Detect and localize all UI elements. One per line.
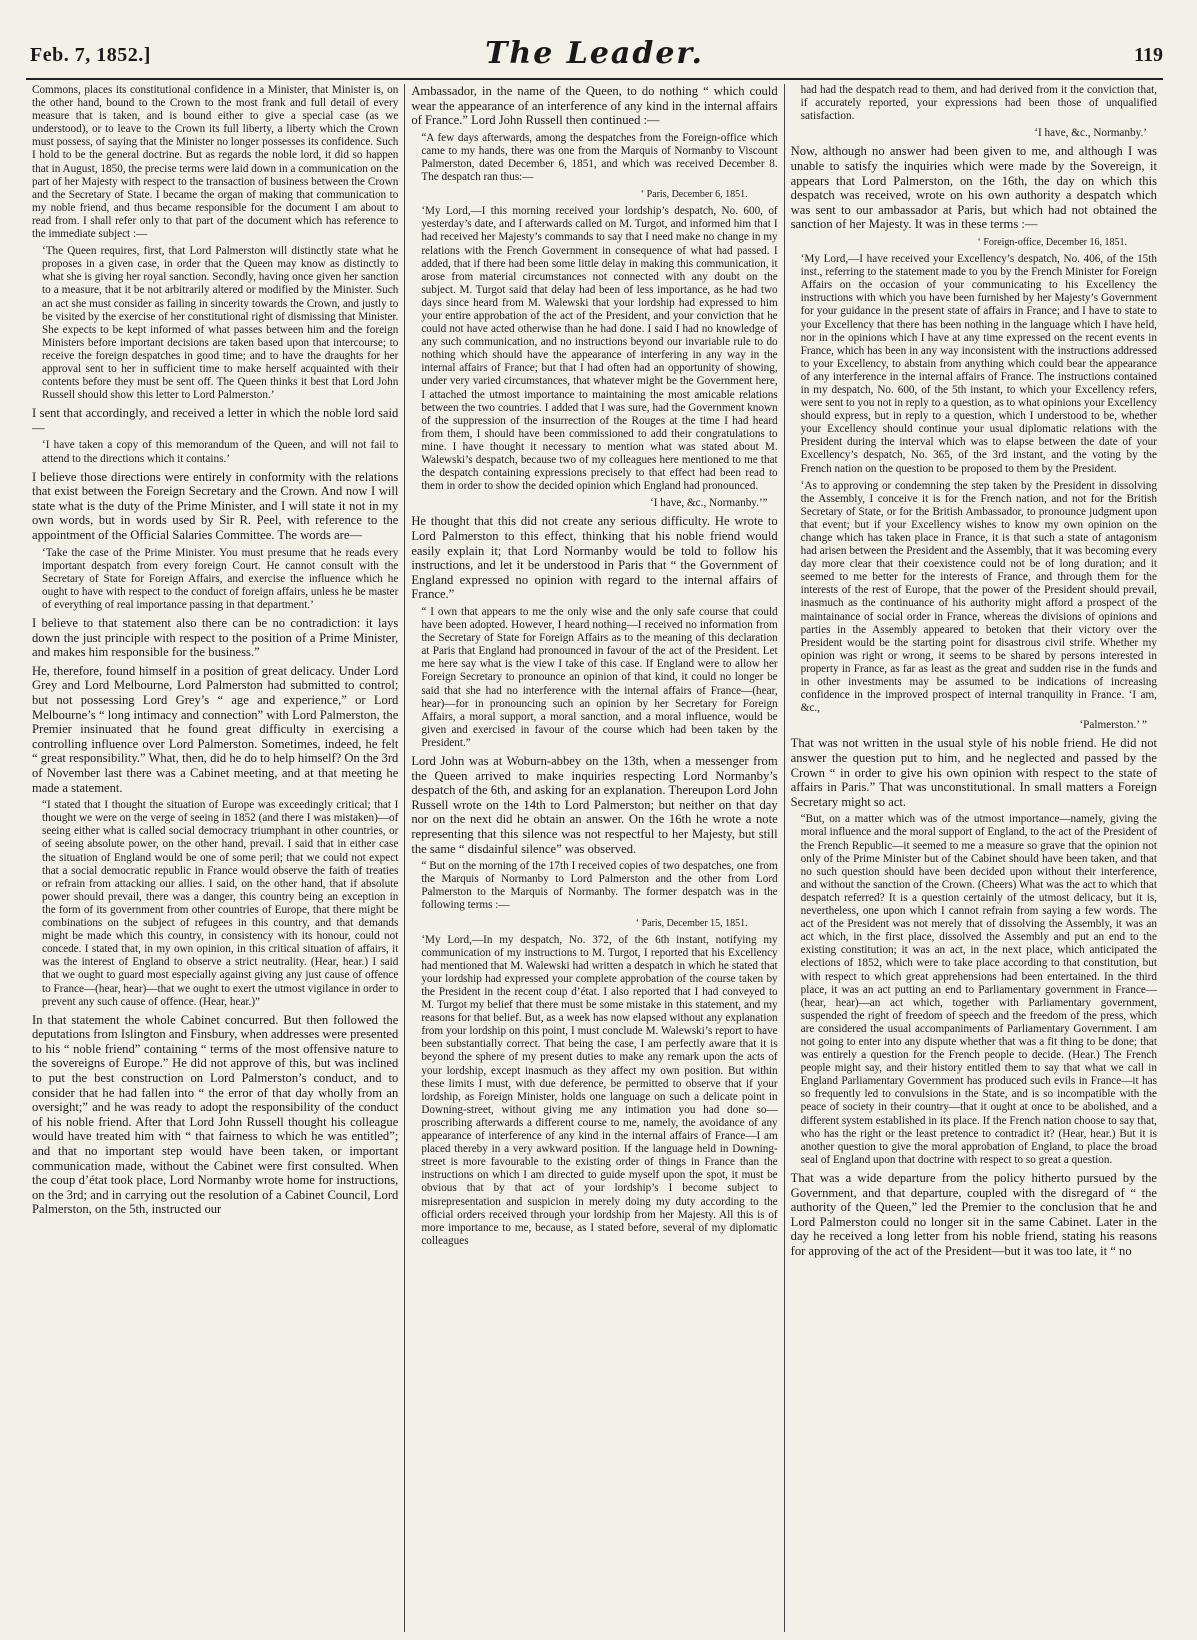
quoted-paragraph: ‘My Lord,—I have received your Excellency’s despatch, No. 406, of the 15th inst., referring to the statement made to you by the French Minister for Foreign Affairs on the occasion of your communicating to his Excellency the instructions with which you have been furnished by her Majesty’s Government for your guidance in the present state of affairs in France; and I have to state to your Excellency that there has been nothing in the language which I have held, nor in the opinions which I have at any time expressed on the recent events in France, which has been in any way inconsistent with the instructions addressed to your Excellency, to abstain from anything which could bear the appearance of any interference in the internal affairs of France. The instructions contained in my despatch, No. 600, of the 5th instant, to which your Excellency refers, were sent to you not in reply to a question, as to what opinions your Excellency should express, but in reply to a question, which I understood to be, whether your Excellency should continue your usual diplomatic relations with the President during the interval which was to elapse between the date of your Excellency’s despatch, No. 365, of the 3rd instant, and the voting by the French nation on the question to be proposed to them by the President. xyxy=(800,253,1157,475)
issue-date: Feb. 7, 1852.] xyxy=(30,44,151,66)
quoted-paragraph: ‘As to approving or condemning the step taken by the President in dissolving the Assembly, I conceive it is for the French nation, and not for the British Secretary of State, or for the British Ambassador, to pronounce judgment upon that event; but if your Excellency wishes to know my own opinion on the change which has taken place in France, it is that such a state of antagonism had arisen between the President and the Assembly, that it was becoming every day more clear that their coexistence could not be of long duration; and it seemed to me better for the interests of France, and through them for the interests of the rest of Europe, that the power of the President should prevail, inasmuch as the continuance of his authority might afford a prospect of the maintainance of social order in France, whereas the divisions of opinions and parties in the Assembly appeared to betoken that their victory over the President would be the starting point for disastrous civil strife. Whether my opinion was right or wrong, it seems to be shared by persons interested in property in France, as far as least as the great and sudden rise in the funds and in other investments may be assumed to be indications of increasing confidence in the improved prospect of internal tranquility in France. ‘I am, &c., xyxy=(800,479,1157,715)
paragraph: That was a wide departure from the policy hitherto pursued by the Government, and that departure, coupled with the disregard of “ the authority of the Queen,” led the Premier to the conclusion that he and Lord Palmerston could no longer sit in the same Cabinet. Later in the day he received a long letter from his noble friend, stating his reasons for approving of the act of the President—but it was too late, it “ no xyxy=(790,1170,1157,1258)
quoted-paragraph: ‘My Lord,—In my despatch, No. 372, of the 6th instant, notifying my communication of my instructions to M. Turgot, I reported that his Excellency had mentioned that M. Walewski had written a despatch in which he stated that your lordship had expressed your complete approbation of the course taken by the President in the recent coup d’état. I also reported that I had conveyed to M. Turgot my belief that there must be some mistake in this statement, and my reasons for that belief. But, as a week has now elapsed without any explanation from your lordship on this point, I must conclude M. Walewski’s report to have been substantially correct. That being the case, I am perfectly aware that it is beyond the sphere of my present duties to make any remark upon the acts of your lordship, except inasmuch as they affect my own position. But within these limits I must, with due deference, be permitted to observe that if your lordship, as Foreign Minister, holds one language on such a delicate point in Downing-street, without giving me any intimation you had done so—proscribing afterwards a different course to me, namely, the avoidance of any appearance of interference of any kind in the internal affairs of France—I am placed thereby in a very awkward position. If the language held in Downing-street is more favourable to the existing order of things in France than the instructions on which I am directed to guide myself upon the spot, it must be obvious that by that act of your lordship’s I become subject to misrepresentation and suspicion in merely doing my duty according to the official orders received through your lordship from her Majesty. All this is of more importance to me, because, as I stated before, several of my diplomatic colleagues xyxy=(421,933,778,1247)
paragraph: I believe to that statement also there can be no contradiction: it lays down the just principle with respect to the position of a Prime Minister, and makes him responsible for the business.” xyxy=(32,616,399,660)
quoted-paragraph: ‘Take the case of the Prime Minister. You must presume that he reads every important despatch from every foreign Court. He cannot consult with the Secretary of State for Foreign Affairs, and exercise the influence which he ought to have with respect to the conduct of foreign affairs, unless he be master of everything of real importance passing in that department.’ xyxy=(42,546,399,611)
masthead-rule xyxy=(26,78,1163,80)
paragraph: Now, although no answer had been given to me, and although I was unable to satisfy the inquiries which were made by the Sovereign, it appears that Lord Palmerston, on the 16th, the day on which this despatch was received, wrote on his own authority a despatch which was sent to our ambassador at Paris, but which had not obtained the sanction of her Majesty. It was in these terms :— xyxy=(790,144,1157,232)
quoted-paragraph: “A few days afterwards, among the despatches from the Foreign-office which came to my hands, there was one from the Marquis of Normanby to Viscount Palmerston, dated December 6, 1851, and which was received December 8. The despatch ran thus:— xyxy=(421,131,778,184)
paragraph: He, therefore, found himself in a position of great delicacy. Under Lord Grey and Lord Melbourne, Lord Palmerston had submitted to control; but not possessing Lord Grey’s “ age and experience,” or Lord Melbourne’s “ long intimacy and connection” with Lord Palmerston, the Premier insinuated that he found great difficulty in exercising a controlling influence over Lord Palmerston. Sometimes, indeed, he felt “ great responsibility.” What, then, did he do to help himself? On the 3rd of November last there was a Cabinet meeting, and at that meeting he made a statement. xyxy=(32,663,399,795)
paragraph: In that statement the whole Cabinet concurred. But then followed the deputations from Islington and Finsbury, when addresses were presented to his “ noble friend” containing “ terms of the most offensive nature to the sovereigns of Europe.” He did not approve of this, but was inclined to put the best construction on Lord Palmerston’s conduct, and to consider that he had fallen into “ the error of that day wholly from an oversight;” and he was ready to adopt the responsibility of the conduct of his noble friend. After that Lord John Russell thought his colleague would have treated him with “ that fairness to which he was entitled”; and that no important step would have been taken, or important communication made, without the Cabinet were first consulted. When the coup d’état took place, Lord Normanby wrote home for instructions, on the 3rd; and in carrying out the resolution of a Cabinet Council, Lord Palmerston, on the 5th, instructed our xyxy=(32,1012,399,1217)
column-3 xyxy=(784,84,1163,1632)
paragraph: Ambassador, in the name of the Queen, to do nothing “ which could wear the appearance of an interference of any kind in the internal affairs of France.” Lord John Russell then continued :— xyxy=(411,84,778,128)
quoted-paragraph: had had the despatch read to them, and had derived from it the conviction that, if accurately reported, your expressions had been those of unqualified satisfaction. xyxy=(800,84,1157,123)
masthead xyxy=(26,0,1163,76)
paragraph: He thought that this did not create any serious difficulty. He wrote to Lord Palmerston to this effect, thinking that his noble friend would easily explain it; that Lord Normanby would be told to follow his instructions, and let it be understood in Paris that “ the Government of England expressed no opinion with regard to the internal affairs of France.” xyxy=(411,514,778,602)
quoted-paragraph: ‘I have taken a copy of this memorandum of the Queen, and will not fail to attend to the directions which it contains.’ xyxy=(42,439,399,465)
signature: ‘Palmerston.’ ” xyxy=(1079,719,1147,732)
paragraph: I sent that accordingly, and received a letter in which the noble lord said— xyxy=(32,406,399,435)
text-columns xyxy=(26,84,1163,1632)
dateline: ‘ Paris, December 6, 1851. xyxy=(640,189,748,201)
paragraph: That was not written in the usual style of his noble friend. He did not answer the question put to him, and he neglected and passed by the Crown “ in order to give his own opinion with respect to the state of affairs in Paris.” That was unconstitutional. In small matters a Foreign Secretary might so act. xyxy=(790,736,1157,809)
paragraph: Lord John was at Woburn-abbey on the 13th, when a messenger from the Queen arrived to make inquiries respecting Lord Normanby’s despatch of the 6th, and asking for an explanation. Thereupon Lord John Russell wrote on the 14th to Lord Palmerston; but neither on that day nor on the next did he obtain an answer. On the 16th he wrote a note representing that this silence was not respectful to her Majesty, but still the same “ disdainful silence” was observed. xyxy=(411,754,778,856)
quoted-paragraph: “ But on the morning of the 17th I received copies of two despatches, one from the Marquis of Normanby to Lord Palmerston and the other from Lord Palmerston to the Marquis of Normanby. The former despatch was in the following terms :— xyxy=(421,860,778,912)
column-1 xyxy=(26,84,404,1632)
paragraph: I believe those directions were entirely in conformity with the relations that exist between the Foreign Secretary and the Crown. And now I will state what is the duty of the Prime Minister, and I will state it not in my own words, but in words used by Sir R. Peel, with reference to the appointment of the Official Salaries Committee. The words are— xyxy=(32,469,399,542)
column-2 xyxy=(404,84,783,1632)
dateline: ‘ Paris, December 15, 1851. xyxy=(635,917,748,929)
quoted-paragraph: ‘My Lord,—I this morning received your lordship’s despatch, No. 600, of yesterday’s date, and I afterwards called on M. Turgot, and informed him that I had received her Majesty’s commands to say that I need make no change in my relations with the French Government in consequence of what had passed. I added, that if there had been some little delay in making this communication, it arose from material circumstances not connected with any doubt on the subject. M. Turgot said that delay had been of less importance, as he had two days since heard from M. Walewski that your lordship had expressed to him your entire approbation of the act of the President, and your conviction that he could not have acted otherwise than he had done. I said I had no knowledge of any such communication, and no instructions beyond our invariable rule to do nothing which should have the appearance of interfering in any way in the internal affairs of France; but that I had often had an opportunity of showing, under very varied circumstances, that whatever might be the Government here, I attached the utmost importance to maintaining the most amicable relations between the two countries. I added that I was sure, had the Government known of the suppression of the insurrection of the Rouges at the time I had heard from them, I should have been commissioned to add their congratulations to mine. I have thought it necessary to mention what was stated about M. Walewski’s despatch, because two of my colleagues here mentioned to me that the despatch containing expressions precisely to that effect had been read to them in order to show the decided opinion which England had pronounced. xyxy=(421,205,778,493)
dateline: ‘ Foreign-office, December 16, 1851. xyxy=(977,236,1127,248)
quoted-paragraph: “I stated that I thought the situation of Europe was exceedingly critical; that I thought we were on the verge of seeing in 1852 (and there I was mistaken)—of seeing either what is called social democracy triumphant in other countries, or of seeing absolute power, on the other hand, prevail. I said that in either case the situation of England would be one of some peril; that we could not expect that a social democratic republic in France would observe the faith of treaties or refrain from attacking our allies. I said, on the other hand, that if absolute power should prevail, there was a danger, this country being an exception in the form of its government from other countries of Europe, that there might be combinations on the subject of refugees in this country, and that demands might be made which this country, in consistency with its honour, could not concede. I stated that, in my own opinion, in this critical situation of affairs, it was the interest of England to observe a strict neutrality. (Hear, hear.) I said that we ought to guard most especially against giving any just cause of offence to France—(hear, hear)—that we ought to exert the utmost vigilance in order to prevent any such cause of offence. (Hear, hear.)” xyxy=(42,799,399,1008)
newspaper-title: The Leader. xyxy=(485,36,704,71)
signature: ‘I have, &c., Normanby.’” xyxy=(650,497,768,510)
signature: ‘I have, &c., Normanby.’ xyxy=(1034,127,1147,140)
quoted-paragraph: “ I own that appears to me the only wise and the only safe course that could have been adopted. However, I heard nothing—I received no information from the Secretary of State for Foreign Affairs as to the meaning of this declaration at Paris that England had pronounced in favour of the act of the President. Let me here say what is the view I take of this case. If England were to allow her Foreign Secretary to pronounce an opinion of that kind, it could no longer be said that she had no interference with the internal affairs of France—(hear, hear)—for in pronouncing such an opinion by her Secretary for Foreign Affairs, a moral support, a moral sanction, and a moral influence, would be given and exercised in favour of the course which had been taken by the President.” xyxy=(421,605,778,749)
quoted-paragraph: “But, on a matter which was of the utmost importance—namely, giving the moral influence and the moral support of England, to the act of the President of the French Republic—it seemed to me a measure so grave that the opinion not only of the Prime Minister but of the Cabinet should have been taken, and that no such question should have been decided upon without their interference, and without the sanction of the Crown. (Cheers) What was the act to which that despatch referred? It is a question certainly of the utmost delicacy, but it is, nevertheless, one upon which I cannot refrain from saying a few words. The act of the President was not merely that of dissolving the Assembly, it was an act which, in the first place, dissolved the Assembly and put an end to the existing constitution; it was an act, in the next place, which anticipated the elections of 1852, which were to take place according to that constitution, but with respect to which great apprehensions had been entertained. In the third place, it was an act putting an end to Parliamentary government in France—(hear, hear)—an act which, together with Parliamentary government, suspended the right of freedom of speech and the freedom of the press, which are considered the usual accompaniments of Parliamentary Government. I am not going to enter into any dispute whether that was a fit thing to be done; that was entirely a question for the French people to decide. (Hear.) The French people might say, and their history entitled them to say that what we call in England Parliamentary Government has produced such evils in France—it has so frequently led to convulsions in the State, and is so incompatible with the peace of society in their country—that it ought at once to be abolished, and a different system established in its place. If the French nation choose to say that, who has the right or the least pretence to contradict it? (Hear, hear.) But it is another question to give the moral approbation of England, to place the broad seal of England upon that doctrine with respect to so great a question. xyxy=(800,813,1157,1166)
paragraph: Commons, places its constitutional confidence in a Minister, that Minister is, on the other hand, bound to the Crown to the most frank and full detail of every measure that is taken, and is bound either to give a special case (as we understood), or to leave to the Crown its full liberty, a liberty which the Crown must possess, of saying that the Minister no longer possesses its confidence. Such I hold to be the general doctrine. But as regards the noble lord, it did so happen that in August, 1850, the precise terms were laid down in a communication on the part of her Majesty with respect to the transaction of business between the Crown and the Secretary of State. I became the organ of making that communication to my noble friend, and thus became responsible for the document I am about to read from. I shall refer only to that part of the document which has reference to the immediate subject :— xyxy=(32,84,399,241)
page-number: 119 xyxy=(1134,44,1163,66)
quoted-paragraph: ‘The Queen requires, first, that Lord Palmerston will distinctly state what he proposes in a given case, in order that the Queen may know as distinctly to what she is giving her royal sanction. Secondly, having once given her sanction to a measure, that it be not arbitrarily altered or modified by the Minister. Such an act she must consider as failing in sincerity towards the Crown, and justly to be visited by the exercise of her constitutional right of dismissing that Minister. She expects to be kept informed of what passes between him and the foreign Ministers before important decisions are taken based upon that intercourse; to receive the foreign despatches in good time; and to have the draughts for her approval sent to her in sufficient time to make herself acquainted with their contents before they must be sent off. The Queen thinks it best that Lord John Russell should show this letter to Lord Palmerston.’ xyxy=(42,245,399,402)
